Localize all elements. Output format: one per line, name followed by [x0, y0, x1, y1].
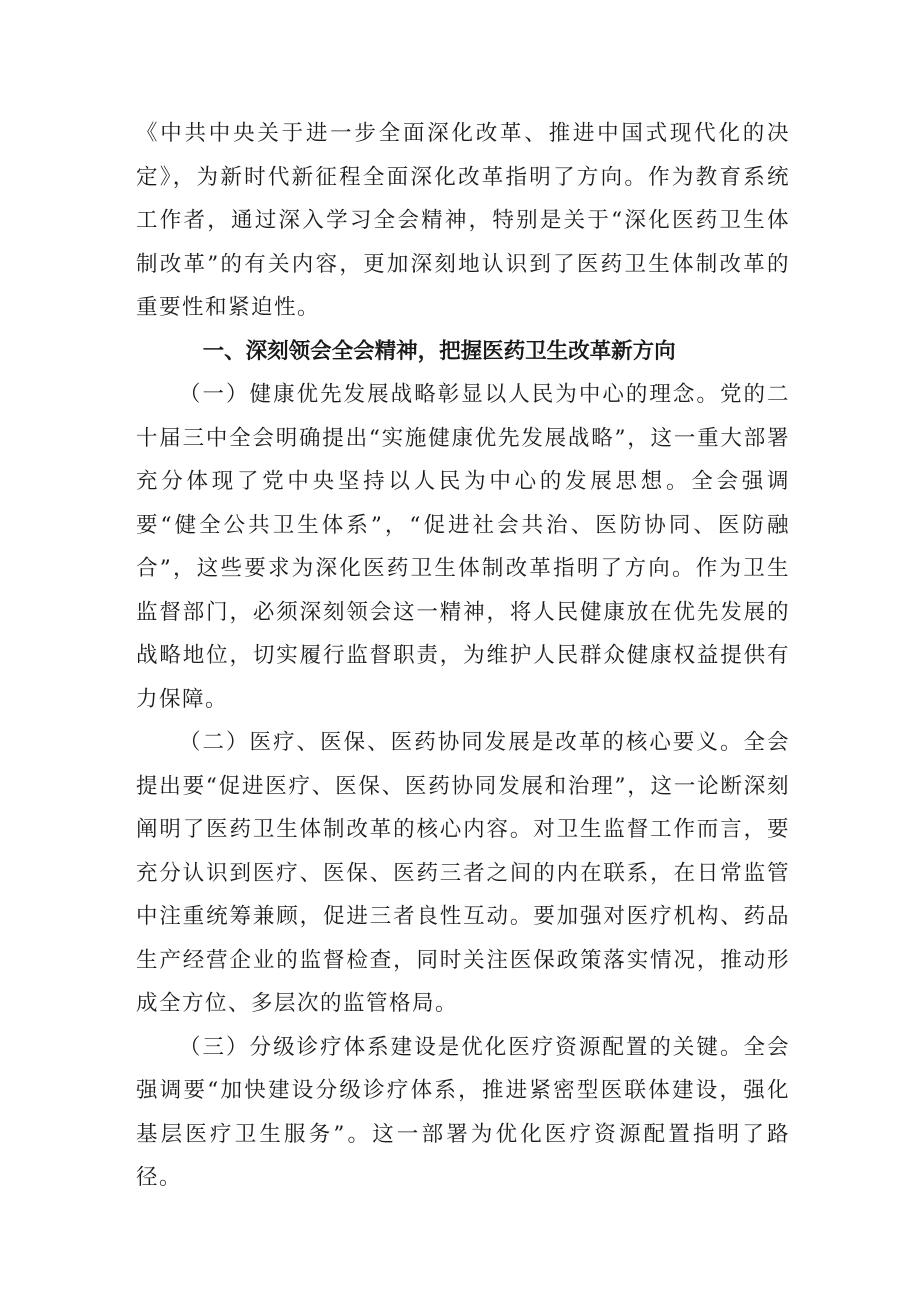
intro-paragraph: 《中共中央关于进一步全面深化改革、推进中国式现代化的决定》，为新时代新征程全面深化改革指明了方向。作为教育系统工作者，通过深入学习全会精神，特别是关于“深化医药卫生体制改革”的有关内容，更加深刻地认识到了医药卫生体制改革的重要性和紧迫性。 — [136, 121, 790, 320]
section-heading-1: 一、深刻领会全会精神，把握医药卫生改革新方向 — [202, 338, 676, 364]
paragraph-2: （二）医疗、医保、医药协同发展是改革的核心要义。全会提出要“促进医疗、医保、医药协同发展和治理”，这一论断深刻阐明了医药卫生体制改革的核心内容。对卫生监督工作而言，要充分认识到医疗、医保、医药三者之间的内在联系，在日常监管中注重统筹兼顾，促进三者良性互动。要加强对医疗机构、药品生产经营企业的监督检查，同时关注医保政策落实情况，推动形成全方位、多层次的监管格局。 — [136, 730, 790, 1016]
paragraph-1: （一）健康优先发展战略彰显以人民为中心的理念。党的二十届三中全会明确提出“实施健康优先发展战略”，这一重大部署充分体现了党中央坚持以人民为中心的发展思想。全会强调要“健全公共卫生体系”，“促进社会共治、医防协同、医防融合”，这些要求为深化医药卫生体制改革指明了方向。作为卫生监督部门，必须深刻领会这一精神，将人民健康放在优先发展的战略地位，切实履行监督职责，为维护人民群众健康权益提供有力保障。 — [136, 382, 790, 712]
paragraph-3: （三）分级诊疗体系建设是优化医疗资源配置的关键。全会强调要“加快建设分级诊疗体系，推进紧密型医联体建设，强化基层医疗卫生服务”。这一部署为优化医疗资源配置指明了路径。 — [136, 1034, 790, 1190]
document-body — [136, 112, 790, 1200]
